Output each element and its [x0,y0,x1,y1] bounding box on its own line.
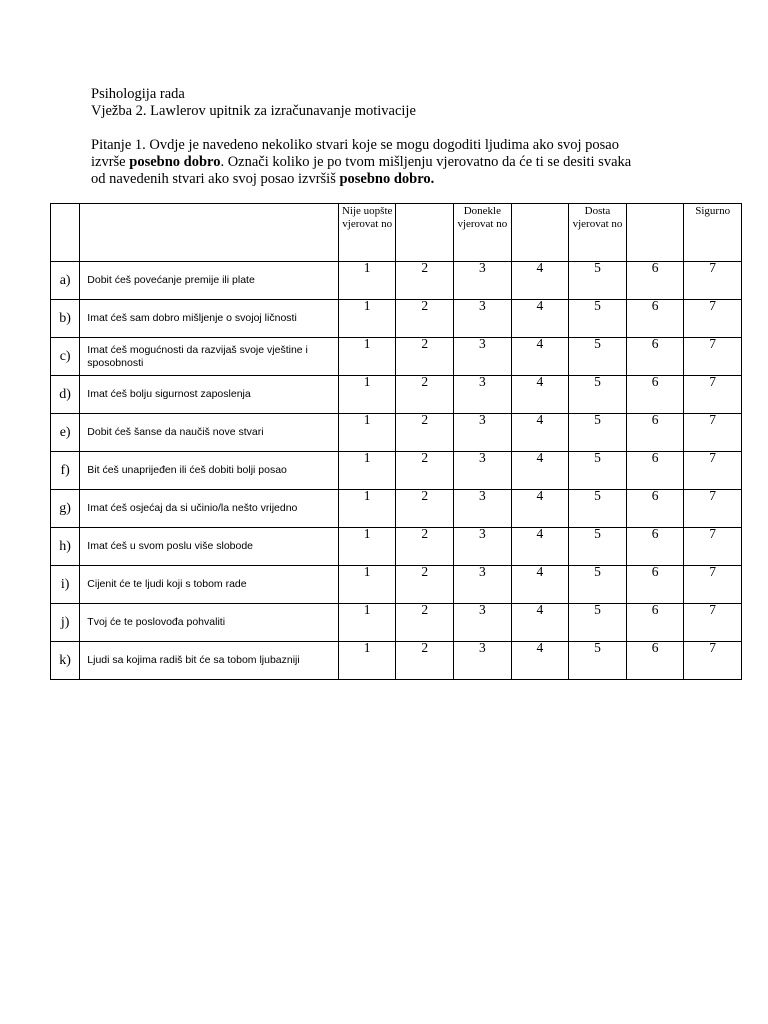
emphasis-text: posebno dobro [129,154,221,170]
rating-value: 4 [536,564,544,579]
rating-value: 4 [536,374,544,389]
rating-option-1[interactable] [338,414,396,452]
rating-option-4[interactable] [511,452,569,490]
rating-option-3[interactable] [454,642,512,680]
rating-option-7[interactable] [684,604,742,642]
rating-option-2[interactable] [396,376,454,414]
rating-value: 7 [709,602,717,617]
rating-value: 4 [536,260,544,275]
rating-option-1[interactable] [338,338,396,376]
rating-option-6[interactable] [626,604,684,642]
item-statement: Dobit ćeš šanse da naučiš nove stvari [80,414,339,452]
rating-option-1[interactable] [338,300,396,338]
rating-value: 2 [421,260,429,275]
rating-option-7[interactable] [684,376,742,414]
table-row [51,376,742,414]
item-statement: Imat ćeš mogućnosti da razvijaš svoje vještine i sposobnosti [80,338,339,376]
rating-option-3[interactable] [454,604,512,642]
item-statement: Cijenit će te ljudi koji s tobom rade [80,566,339,604]
rating-value: 3 [478,488,486,503]
rating-value: 4 [536,640,544,655]
rating-option-4[interactable] [511,338,569,376]
item-statement: Dobit ćeš povećanje premije ili plate [80,262,339,300]
table-header-row [51,204,742,262]
item-letter: b) [51,300,80,338]
scale-header-1: Nije uopšte vjerovat no [338,204,396,262]
questionnaire-table [50,203,742,680]
rating-value: 1 [363,412,371,427]
rating-value: 7 [709,298,717,313]
rating-option-5[interactable] [569,376,627,414]
rating-option-1[interactable] [338,528,396,566]
item-letter: a) [51,262,80,300]
rating-value: 2 [421,526,429,541]
rating-option-5[interactable] [569,604,627,642]
rating-option-5[interactable] [569,300,627,338]
rating-value: 4 [536,450,544,465]
rating-value: 3 [478,260,486,275]
rating-value: 2 [421,602,429,617]
rating-value: 7 [709,260,717,275]
rating-value: 6 [651,526,659,541]
rating-value: 1 [363,602,371,617]
rating-value: 4 [536,526,544,541]
rating-option-3[interactable] [454,490,512,528]
rating-option-6[interactable] [626,566,684,604]
rating-option-6[interactable] [626,262,684,300]
rating-option-3[interactable] [454,452,512,490]
rating-value: 2 [421,488,429,503]
rating-value: 1 [363,564,371,579]
rating-option-3[interactable] [454,262,512,300]
question-text-part: od navedenih stvari ako svoj posao izvršiš [91,171,340,187]
rating-option-2[interactable] [396,604,454,642]
scale-header-4 [511,204,569,262]
item-statement: Imat ćeš sam dobro mišljenje o svojoj ličnosti [80,300,339,338]
rating-option-6[interactable] [626,338,684,376]
rating-value: 7 [709,488,717,503]
rating-option-5[interactable] [569,452,627,490]
rating-value: 3 [478,640,486,655]
rating-option-3[interactable] [454,528,512,566]
header-empty-cell [51,204,80,262]
item-letter: c) [51,338,80,376]
item-statement: Imat ćeš bolju sigurnost zaposlenja [80,376,339,414]
rating-value: 3 [478,298,486,313]
rating-option-1[interactable] [338,642,396,680]
scale-header-5: Dosta vjerovat no [569,204,627,262]
emphasis-text: posebno dobro. [339,171,435,187]
rating-option-6[interactable] [626,414,684,452]
rating-value: 2 [421,336,429,351]
rating-value: 3 [478,450,486,465]
rating-value: 5 [594,564,601,579]
rating-option-7[interactable] [684,452,742,490]
rating-value: 5 [594,374,601,389]
rating-option-4[interactable] [511,566,569,604]
rating-value: 5 [594,488,601,503]
item-statement: Imat ćeš osjećaj da si učinio/la nešto vrijedno [80,490,339,528]
rating-option-7[interactable] [684,338,742,376]
rating-option-2[interactable] [396,452,454,490]
rating-option-7[interactable] [684,528,742,566]
scale-header-7: Sigurno [684,204,742,262]
rating-value: 7 [709,336,717,351]
item-statement: Imat ćeš u svom poslu više slobode [80,528,339,566]
table-row [51,528,742,566]
question-text-part: . Označi koliko je po tvom mišljenju vjerovatno da će ti se desiti svaka [220,154,632,170]
rating-value: 5 [594,260,601,275]
rating-option-6[interactable] [626,376,684,414]
rating-option-5[interactable] [569,414,627,452]
rating-value: 5 [594,450,601,465]
rating-option-2[interactable] [396,300,454,338]
rating-value: 4 [536,336,544,351]
rating-option-3[interactable] [454,338,512,376]
rating-value: 7 [709,412,717,427]
rating-option-6[interactable] [626,642,684,680]
item-letter: h) [51,528,80,566]
rating-option-7[interactable] [684,300,742,338]
rating-value: 3 [478,374,486,389]
scale-header-2 [396,204,454,262]
rating-option-2[interactable] [396,262,454,300]
question-line-1: Pitanje 1. Ovdje je navedeno nekoliko stvari koje se mogu dogoditi ljudima ako svoj posao [91,137,619,153]
rating-value: 5 [594,412,601,427]
exercise-title: Vježba 2. Lawlerov upitnik za izračunavanje motivacije [91,103,416,119]
rating-option-2[interactable] [396,338,454,376]
rating-value: 1 [363,260,371,275]
rating-option-7[interactable] [684,642,742,680]
rating-option-7[interactable] [684,414,742,452]
rating-option-5[interactable] [569,528,627,566]
rating-option-1[interactable] [338,490,396,528]
rating-option-4[interactable] [511,490,569,528]
rating-value: 7 [709,374,717,389]
rating-value: 7 [709,526,717,541]
item-statement: Tvoj će te poslovođa pohvaliti [80,604,339,642]
item-letter: d) [51,376,80,414]
rating-value: 1 [363,374,371,389]
rating-option-1[interactable] [338,604,396,642]
rating-option-5[interactable] [569,338,627,376]
rating-value: 2 [421,450,429,465]
rating-value: 2 [421,298,429,313]
document-header [91,86,691,188]
rating-value: 6 [651,450,659,465]
rating-value: 5 [594,526,601,541]
rating-option-4[interactable] [511,300,569,338]
rating-option-2[interactable] [396,528,454,566]
table-row [51,338,742,376]
scale-header-3: Donekle vjerovat no [454,204,512,262]
header-empty-cell [80,204,339,262]
rating-value: 6 [651,374,659,389]
course-title: Psihologija rada [91,86,185,102]
rating-value: 1 [363,450,371,465]
rating-value: 5 [594,336,601,351]
rating-value: 7 [709,640,717,655]
rating-option-4[interactable] [511,642,569,680]
scale-header-6 [626,204,684,262]
rating-option-1[interactable] [338,262,396,300]
rating-option-1[interactable] [338,566,396,604]
rating-option-1[interactable] [338,452,396,490]
rating-option-1[interactable] [338,376,396,414]
rating-option-7[interactable] [684,566,742,604]
rating-value: 6 [651,564,659,579]
question-text-part: izvrše [91,154,130,170]
table-row [51,604,742,642]
rating-option-6[interactable] [626,300,684,338]
rating-option-2[interactable] [396,642,454,680]
rating-value: 4 [536,602,544,617]
rating-value: 6 [651,298,659,313]
rating-value: 2 [421,374,429,389]
rating-value: 6 [651,336,659,351]
rating-option-6[interactable] [626,528,684,566]
rating-value: 3 [478,412,486,427]
rating-option-7[interactable] [684,490,742,528]
rating-option-4[interactable] [511,262,569,300]
rating-option-3[interactable] [454,414,512,452]
rating-value: 3 [478,336,486,351]
table-row [51,490,742,528]
rating-value: 6 [651,488,659,503]
rating-value: 3 [478,602,486,617]
question-line-2 [91,154,691,171]
rating-value: 4 [536,412,544,427]
rating-option-3[interactable] [454,376,512,414]
item-statement: Ljudi sa kojima radiš bit će sa tobom ljubazniji [80,642,339,680]
table-row [51,642,742,680]
rating-value: 1 [363,526,371,541]
rating-option-5[interactable] [569,566,627,604]
rating-option-2[interactable] [396,566,454,604]
rating-option-4[interactable] [511,604,569,642]
rating-value: 5 [594,640,601,655]
item-statement: Bit ćeš unaprijeđen ili ćeš dobiti bolji posao [80,452,339,490]
table-row [51,414,742,452]
rating-value: 3 [478,526,486,541]
item-letter: k) [51,642,80,680]
rating-option-3[interactable] [454,300,512,338]
rating-value: 6 [651,640,659,655]
rating-value: 6 [651,602,659,617]
rating-value: 2 [421,564,429,579]
rating-option-5[interactable] [569,262,627,300]
rating-option-2[interactable] [396,490,454,528]
rating-option-6[interactable] [626,452,684,490]
rating-option-4[interactable] [511,414,569,452]
rating-option-6[interactable] [626,490,684,528]
item-letter: f) [51,452,80,490]
rating-value: 7 [709,450,717,465]
item-letter: j) [51,604,80,642]
table-row [51,262,742,300]
rating-value: 2 [421,640,429,655]
rating-value: 4 [536,488,544,503]
item-letter: e) [51,414,80,452]
rating-value: 7 [709,564,717,579]
rating-option-3[interactable] [454,566,512,604]
item-letter: i) [51,566,80,604]
rating-value: 6 [651,260,659,275]
rating-option-4[interactable] [511,376,569,414]
table-row [51,300,742,338]
rating-value: 4 [536,298,544,313]
rating-value: 1 [363,640,371,655]
rating-value: 2 [421,412,429,427]
rating-option-7[interactable] [684,262,742,300]
rating-value: 6 [651,412,659,427]
table-row [51,452,742,490]
rating-value: 1 [363,298,371,313]
question-line-3 [91,171,691,188]
item-letter: g) [51,490,80,528]
rating-value: 1 [363,336,371,351]
question-text [91,137,691,188]
rating-option-5[interactable] [569,490,627,528]
rating-option-4[interactable] [511,528,569,566]
rating-value: 5 [594,298,601,313]
table-row [51,566,742,604]
rating-value: 3 [478,564,486,579]
rating-value: 5 [594,602,601,617]
rating-option-5[interactable] [569,642,627,680]
rating-value: 1 [363,488,371,503]
rating-option-2[interactable] [396,414,454,452]
